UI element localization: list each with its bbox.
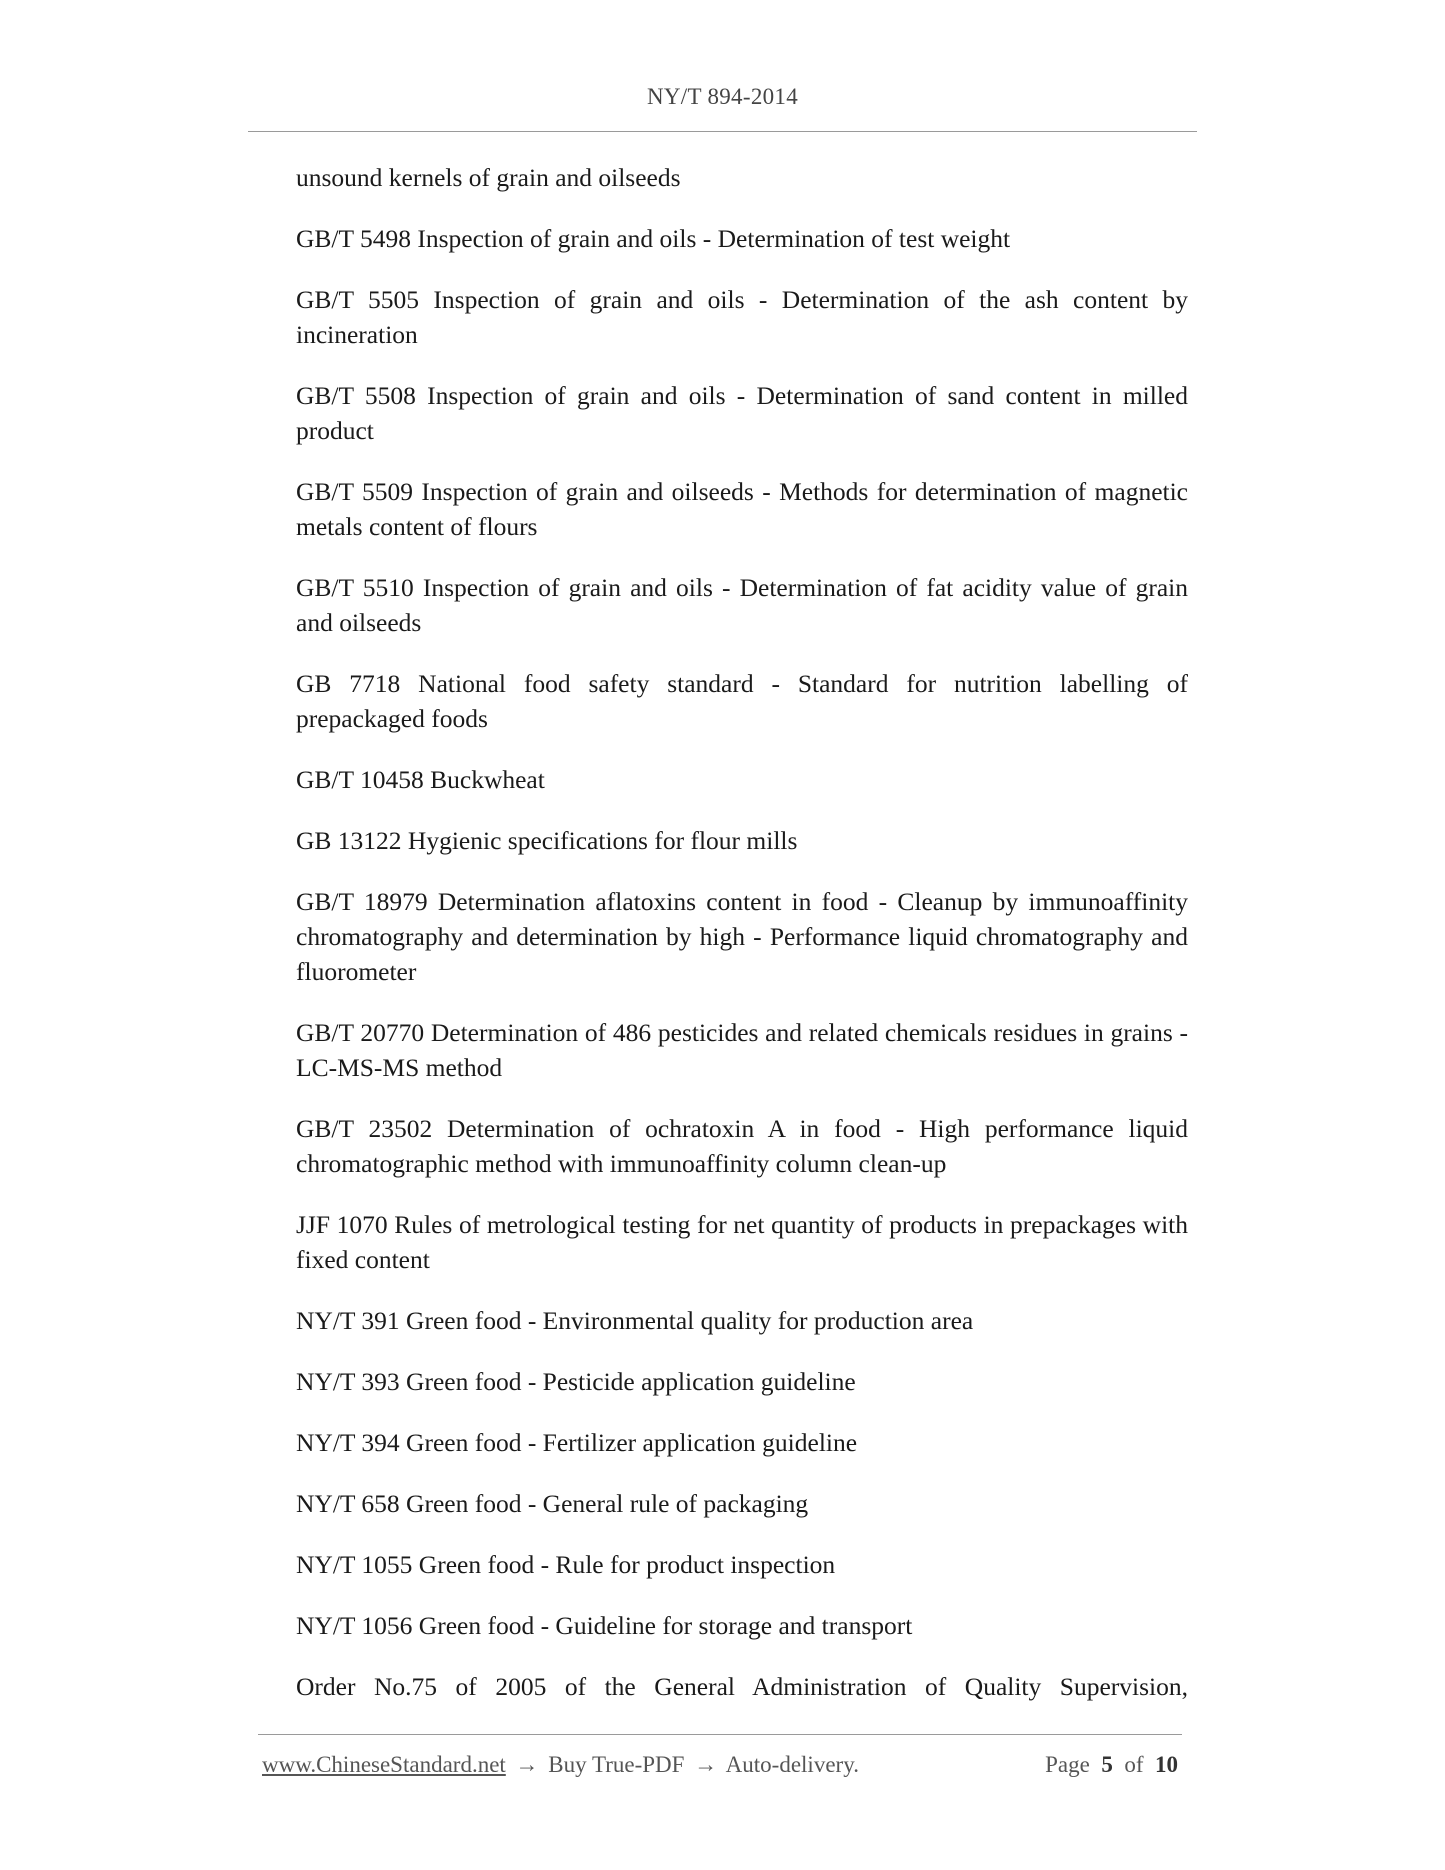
normative-references-list [296, 160, 1188, 1704]
header-divider [248, 131, 1197, 132]
reference-item: GB/T 5505 Inspection of grain and oils - Determination of the ash content by incineration [296, 285, 1188, 349]
arrow-right-icon: → [515, 1752, 539, 1777]
page-total: 10 [1155, 1752, 1178, 1777]
reference-item: GB/T 5498 Inspection of grain and oils - Determination of test weight [296, 224, 1011, 253]
page-number [1045, 1752, 1178, 1778]
reference-item: NY/T 1055 Green food - Rule for product inspection [296, 1550, 836, 1579]
page-of-label: of [1124, 1752, 1144, 1777]
page-footer [262, 1752, 1178, 1778]
page-header [0, 84, 1445, 110]
reference-item: NY/T 394 Green food - Fertilizer application guideline [296, 1428, 858, 1457]
page-label: Page [1045, 1752, 1090, 1777]
reference-item: JJF 1070 Rules of metrological testing for net quantity of products in prepackages with fixed content [296, 1210, 1188, 1274]
reference-item: unsound kernels of grain and oilseeds [296, 163, 681, 192]
reference-item: NY/T 391 Green food - Environmental quality for production area [296, 1306, 974, 1335]
reference-item: GB/T 23502 Determination of ochratoxin A in food - High performance liquid chromatographic method with immunoaffinity column clean-up [296, 1114, 1188, 1178]
reference-item: GB/T 18979 Determination aflatoxins content in food - Cleanup by immunoaffinity chromatography and determination by high - Performance liquid chromatography and fluorometer [296, 887, 1188, 986]
buy-pdf-text: Buy True-PDF [548, 1752, 685, 1777]
footer-promo [262, 1752, 859, 1778]
reference-item: Order No.75 of 2005 of the General Administration of Quality Supervision, [296, 1672, 1188, 1701]
reference-item: GB/T 10458 Buckwheat [296, 765, 545, 794]
arrow-right-icon: → [694, 1752, 718, 1777]
reference-item: NY/T 1056 Green food - Guideline for storage and transport [296, 1611, 913, 1640]
website-link[interactable]: www.ChineseStandard.net [262, 1752, 506, 1777]
document-code: NY/T 894-2014 [646, 84, 799, 109]
reference-item: GB 7718 National food safety standard - Standard for nutrition labelling of prepackaged foods [296, 669, 1188, 733]
reference-item: GB/T 5508 Inspection of grain and oils - Determination of sand content in milled product [296, 381, 1188, 445]
reference-item: NY/T 658 Green food - General rule of packaging [296, 1489, 809, 1518]
reference-item: GB 13122 Hygienic specifications for flour mills [296, 826, 798, 855]
reference-item: GB/T 20770 Determination of 486 pesticides and related chemicals residues in grains - LC-MS-MS method [296, 1018, 1188, 1082]
auto-delivery-text: Auto-delivery. [725, 1752, 859, 1777]
footer-divider [258, 1734, 1182, 1735]
reference-item: GB/T 5510 Inspection of grain and oils - Determination of fat acidity value of grain and oilseeds [296, 573, 1188, 637]
reference-item: GB/T 5509 Inspection of grain and oilseeds - Methods for determination of magnetic metals content of flours [296, 477, 1188, 541]
reference-item: NY/T 393 Green food - Pesticide application guideline [296, 1367, 856, 1396]
page-current: 5 [1101, 1752, 1113, 1777]
